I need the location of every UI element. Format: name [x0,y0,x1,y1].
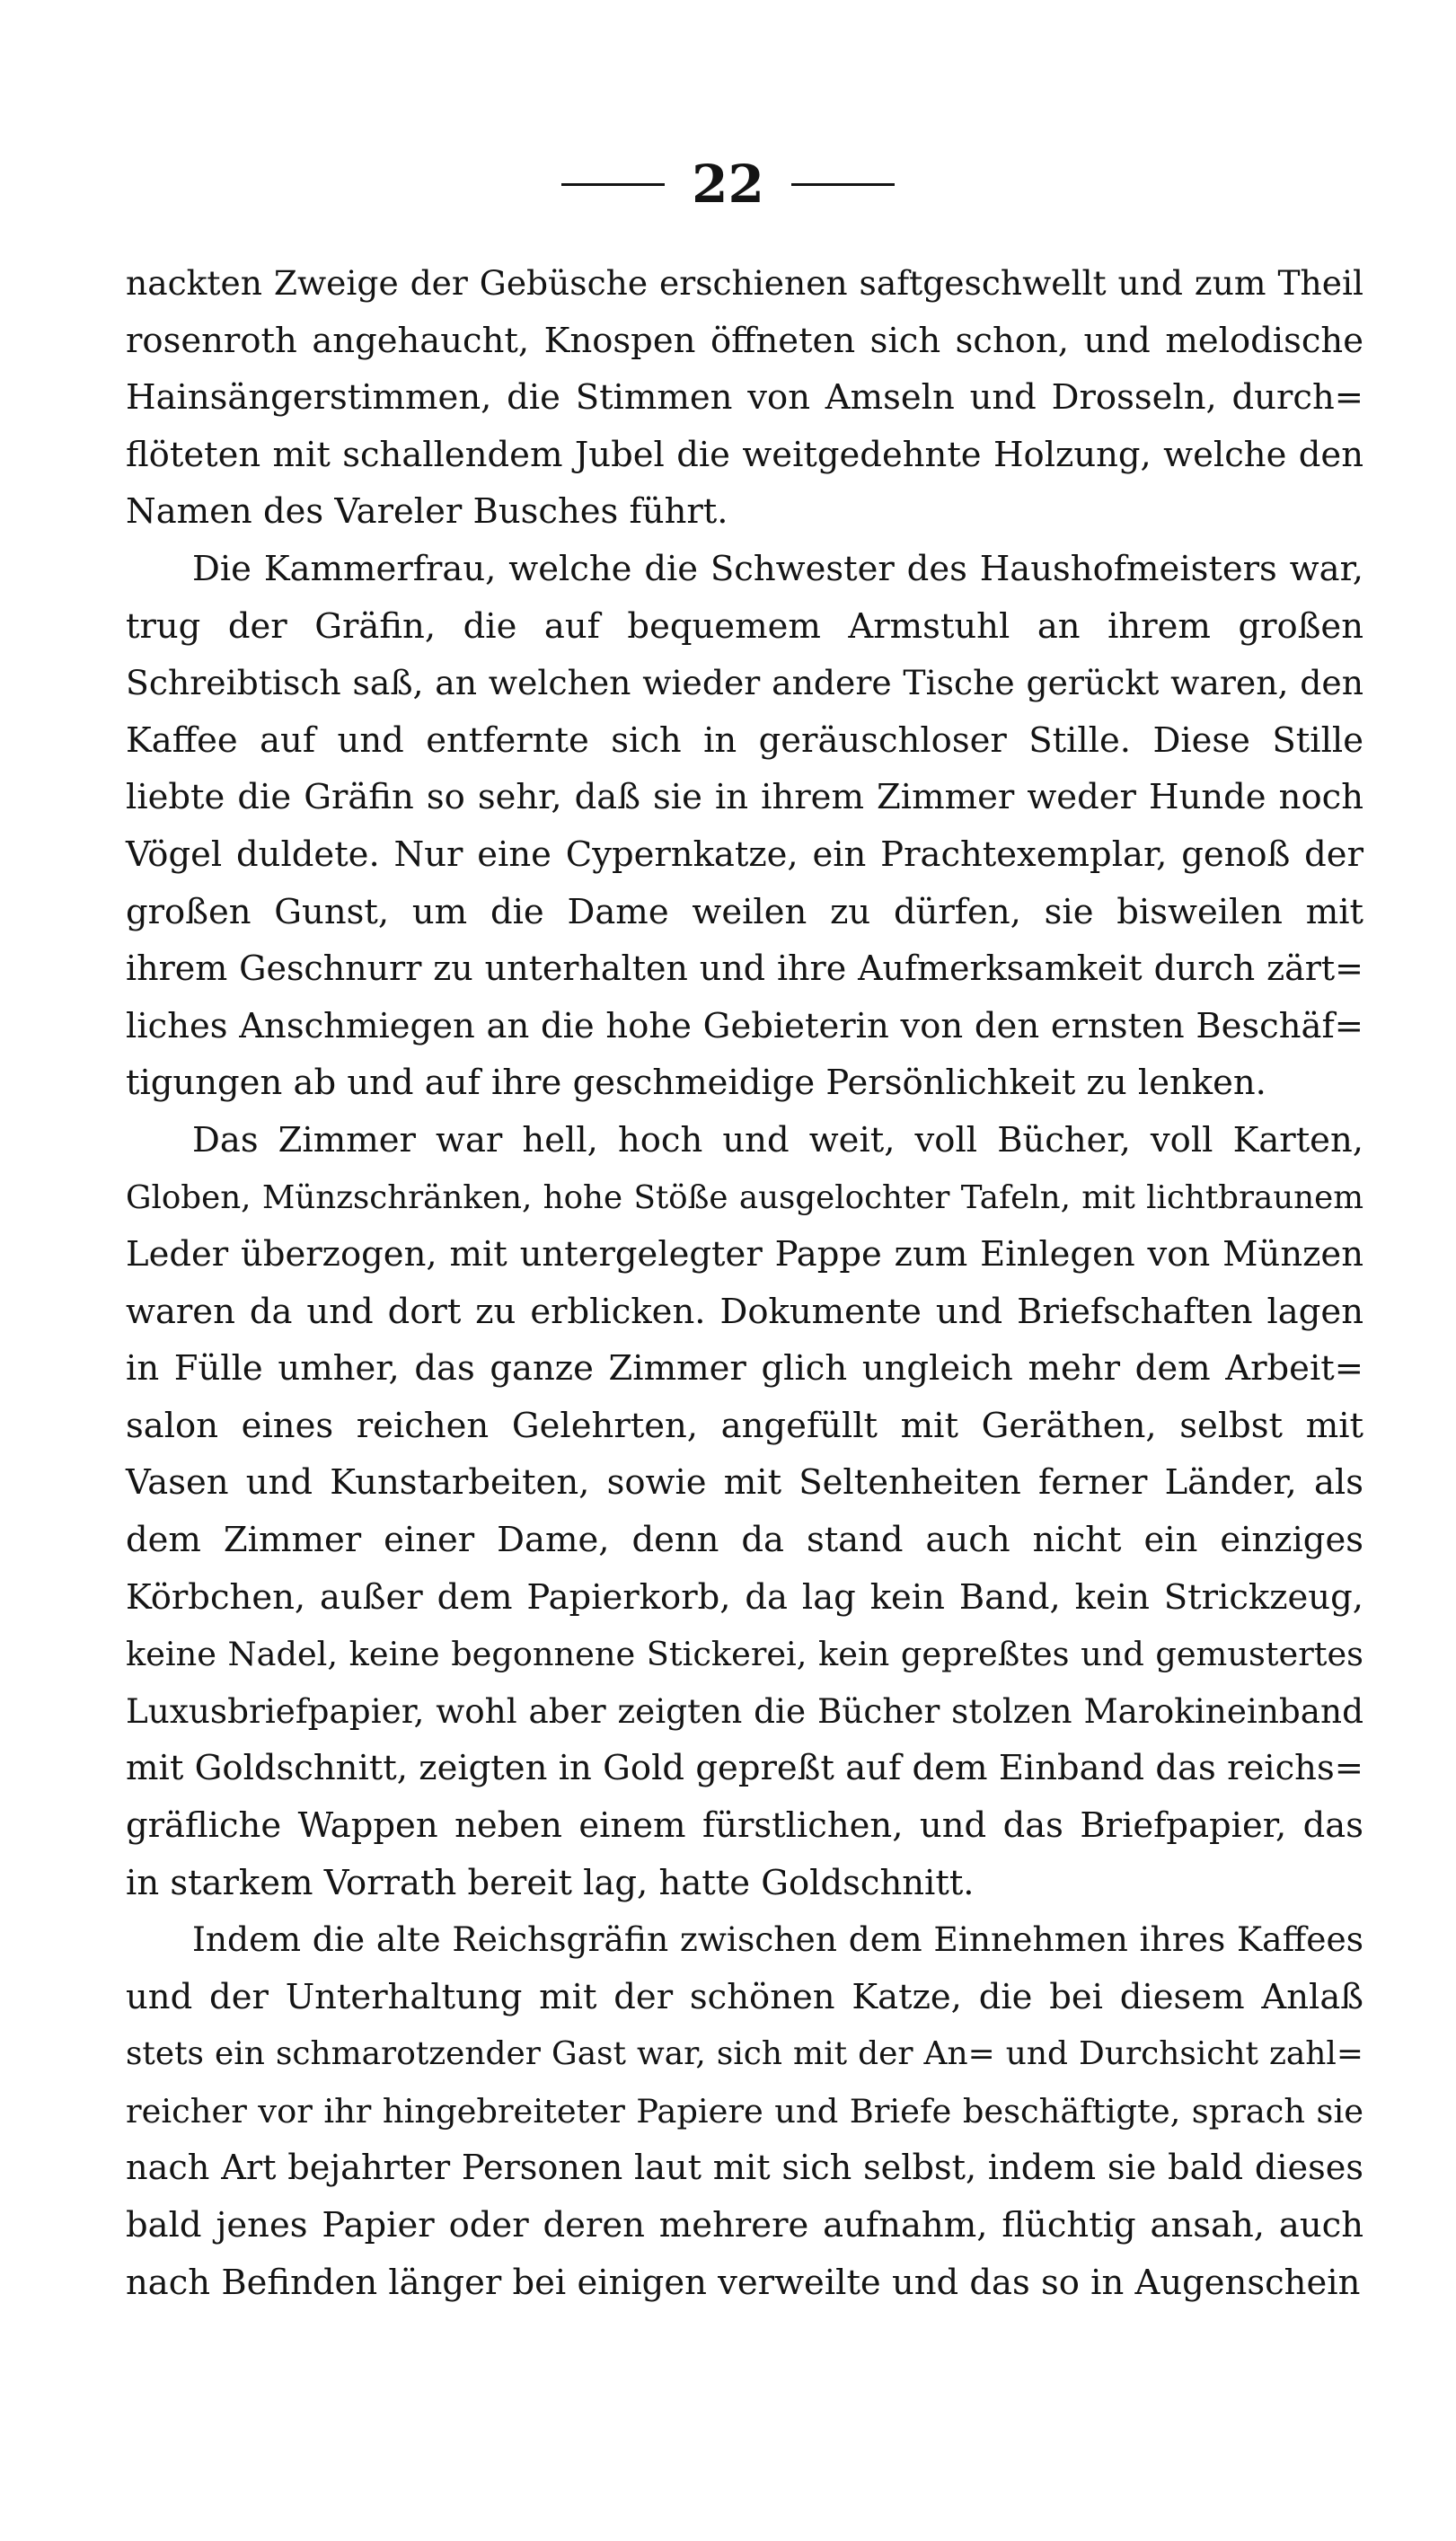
text-line: liebte die Gräfin so sehr, daß sie in ihrem Zimmer weder Hunde noch [126,777,1363,818]
header-rule-left [561,183,665,186]
text-line: rosenroth angehaucht, Knospen öffneten sich schon, und melodische [126,320,1363,361]
text-line: tigungen ab und auf ihre geschmeidige Persönlichkeit zu lenken. [126,1063,1266,1104]
text-line: Namen des Vareler Busches führt. [126,491,728,533]
text-line: großen Gunst, um die Dame weilen zu dürfen, sie bisweilen mit [126,891,1363,932]
text-line: mit Goldschnitt, zeigten in Gold gepreßt auf dem Einband das reichs= [126,1748,1363,1789]
body-text [126,255,1363,2311]
text-line: trug der Gräfin, die auf bequemem Armstuhl an ihrem großen [126,605,1363,647]
paragraph [126,541,1363,1112]
text-line: Vasen und Kunstarbeiten, sowie mit Seltenheiten ferner Länder, als [126,1462,1363,1504]
text-line: bald jenes Papier oder deren mehrere aufnahm, flüchtig ansah, auch [126,2205,1363,2246]
text-line: nackten Zweige der Gebüsche erschienen saftgeschwellt und zum Theil [126,263,1363,303]
text-line: Hainsängerstimmen, die Stimmen von Amseln und Drosseln, durch= [126,377,1363,419]
text-line: Vögel duldete. Nur eine Cypernkatze, ein Prachtexemplar, genoß der [126,834,1363,875]
text-line: Kaffee auf und entfernte sich in geräuschloser Stille. Diese Stille [126,719,1363,761]
text-line: reicher vor ihr hingebreiteter Papiere und Briefe beschäftigte, sprach sie [126,2092,1363,2131]
text-line: dem Zimmer einer Dame, denn da stand auch nicht ein einziges [126,1520,1363,1561]
text-line: Die Kammerfrau, welche die Schwester des Haushofmeisters war, [192,548,1363,589]
text-line: und der Unterhaltung mit der schönen Katze, die bei diesem Anlaß [126,1976,1363,2017]
text-line: in Fülle umher, das ganze Zimmer glich ungleich mehr dem Arbeit= [126,1348,1363,1390]
text-line: keine Nadel, keine begonnene Stickerei, kein gepreßtes und gemustertes [126,1635,1363,1674]
text-line: Körbchen, außer dem Papierkorb, da lag kein Band, kein Strickzeug, [126,1576,1363,1618]
text-line: nach Befinden länger bei einigen verweilte und das so in Augenschein [126,2262,1361,2303]
text-line: Indem die alte Reichsgräfin zwischen dem Einnehmen ihres Kaffees [192,1919,1363,1960]
paragraph [126,1911,1363,2311]
page-number: 22 [692,154,764,215]
text-line: stets ein schmarotzender Gast war, sich mit der An= und Durchsicht zahl= [126,2035,1363,2073]
text-line: nach Art bejahrter Personen laut mit sich selbst, indem sie bald dieses [126,2148,1363,2188]
text-line: Luxusbriefpapier, wohl aber zeigten die Bücher stolzen Marokineinband [126,1690,1363,1731]
text-line: Leder überzogen, mit untergelegter Pappe zum Einlegen von Münzen [126,1234,1363,1275]
page-header [0,144,1456,225]
text-line: gräfliche Wappen neben einem fürstlichen, und das Briefpapier, das [126,1805,1363,1847]
paragraph [126,255,1363,541]
text-line: Globen, Münzschränken, hohe Stöße ausgelochter Tafeln, mit lichtbraunem [126,1178,1363,1216]
text-line: Das Zimmer war hell, hoch und weit, voll Bücher, voll Karten, [192,1119,1363,1160]
text-line: salon eines reichen Gelehrten, angefüllt mit Geräthen, selbst mit [126,1405,1363,1446]
header-rule-right [791,183,895,186]
paragraph [126,1112,1363,1911]
text-line: Schreibtisch saß, an welchen wieder andere Tische gerückt waren, den [126,663,1363,703]
text-line: in starkem Vorrath bereit lag, hatte Goldschnitt. [126,1862,975,1903]
text-line: waren da und dort zu erblicken. Dokumente und Briefschaften lagen [126,1291,1363,1332]
text-line: liches Anschmiegen an die hohe Gebieterin von den ernsten Beschäf= [126,1005,1363,1046]
text-line: flöteten mit schallendem Jubel die weitgedehnte Holzung, welche den [126,434,1363,475]
text-line: ihrem Geschnurr zu unterhalten und ihre Aufmerksamkeit durch zärt= [126,948,1363,989]
